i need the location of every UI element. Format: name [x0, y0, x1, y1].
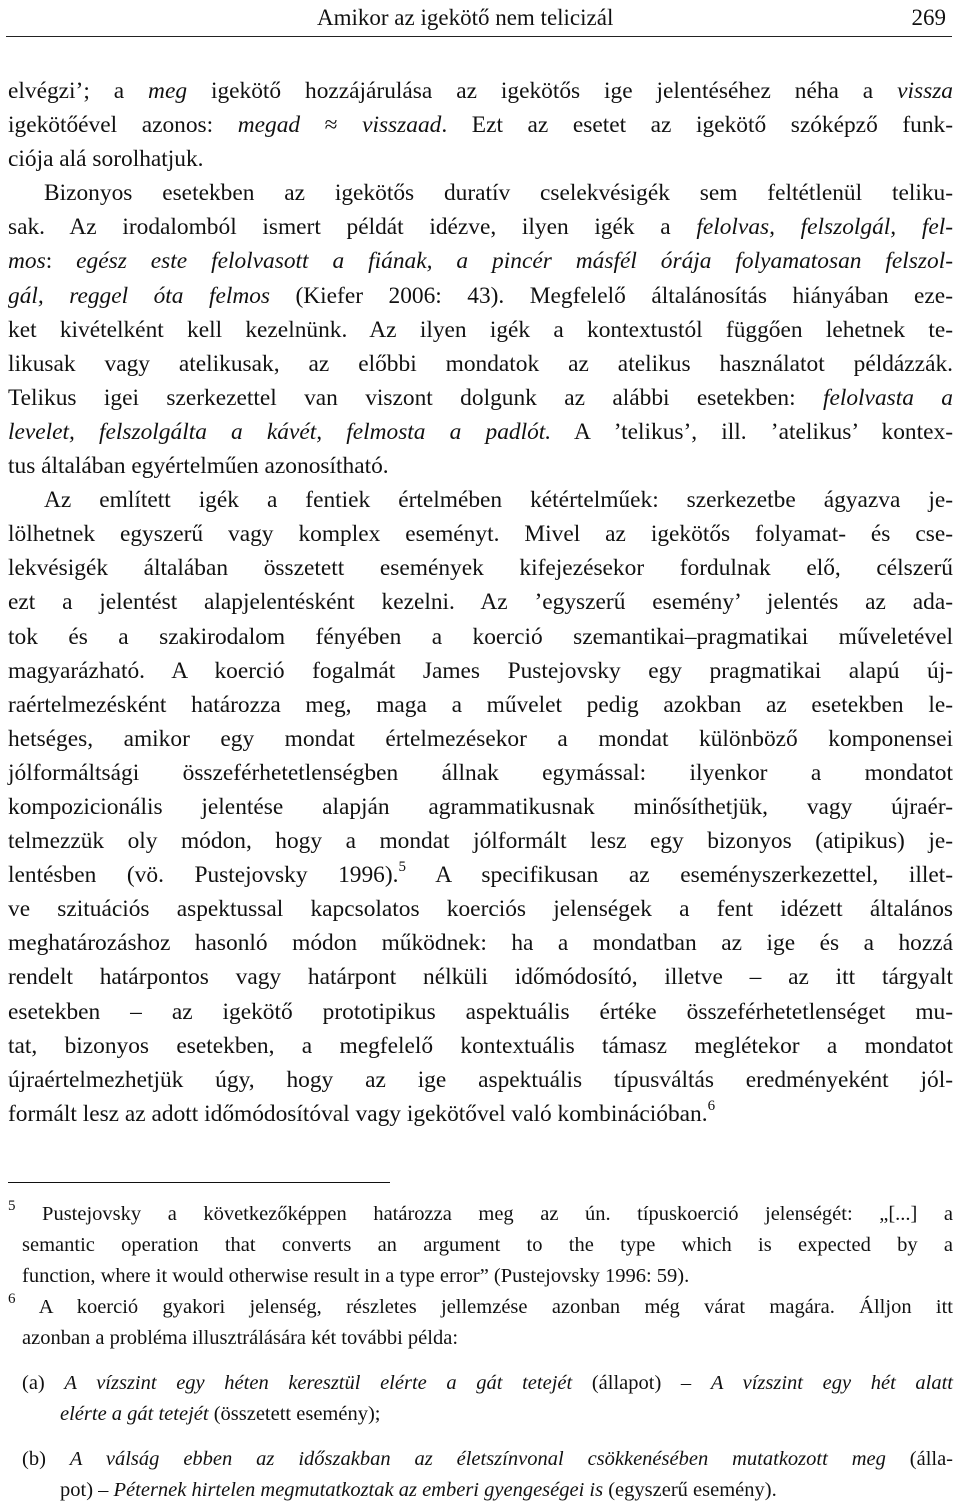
text-run: elvégzi’; a: [8, 78, 149, 104]
text-line: [8, 1063, 953, 1097]
text-line: [8, 1029, 953, 1063]
text-line: [8, 279, 953, 313]
text-line: [8, 824, 953, 858]
text-run: ve szituációs aspektussal kapcsolatos koerciós jelenségek a fent idézett általános: [8, 896, 953, 923]
text-run: újraértelmezhetjük úgy, hogy az ige aspektuális típusváltás eredményeként jól-: [8, 1066, 953, 1093]
text-run: tat, bizonyos esetekben, a megfelelő kontextuális támasz meglétekor a mondatot: [8, 1032, 953, 1059]
text-line: [8, 517, 953, 551]
footnote-separator: [8, 1182, 390, 1183]
text-run: meghatározáshoz hasonló módon működnek: ha a mondatban az ige és a hozzá: [8, 930, 953, 957]
text-line: [8, 654, 953, 688]
text-run: A koerció gyakori jelenség, részletes jellemzése azonban még várat magára. Álljon itt: [15, 1296, 953, 1318]
text-run: Péternek hirtelen megmutatkoztak az emberi gyengeségei is: [113, 1479, 604, 1501]
footnote-marker: 5: [398, 859, 407, 876]
spacer: [8, 1354, 953, 1368]
text-line: [8, 722, 953, 756]
text-line: [8, 142, 953, 176]
text-run: tus általában egyértelműen azonosítható.: [8, 453, 389, 480]
text-line: [8, 449, 953, 483]
page-number: 269: [911, 5, 946, 30]
text-run: . Ezt az esetet az igekötő szóképző funk-: [441, 112, 953, 139]
text-run: hetséges, amikor egy mondat értelmezésekor a mondat különböző komponensei: [8, 725, 953, 752]
text-line: [8, 585, 953, 619]
text-run: visszaad: [362, 112, 442, 139]
text-line: [8, 756, 953, 790]
text-run: semantic operation that converts an argument to the type which is expected by a: [22, 1234, 953, 1256]
footnote-line: [8, 1230, 953, 1261]
footnote-line: [8, 1261, 953, 1292]
text-line: [8, 415, 953, 449]
text-run: esetekben – az igekötő prototipikus aspektuális értéke összeférhetetlenséget mu-: [8, 998, 953, 1025]
footnote-line: [8, 1444, 953, 1475]
text-line: [8, 688, 953, 722]
text-run: lekvésigék általában összetett események kifejezésekor fordulnak elő, célszerű: [8, 555, 953, 582]
text-run: (egyszerű esemény).: [603, 1479, 777, 1501]
footnote-marker: 6: [8, 1291, 16, 1308]
spacer: [8, 1430, 953, 1444]
text-run: lentésben (vö. Pustejovsky 1996).: [8, 862, 399, 889]
footnote-marker: 6: [707, 1098, 716, 1115]
footnote-line: [8, 1199, 953, 1230]
text-run: function, where it would otherwise result in a type error” (Pustejovsky 1996: 59).: [22, 1265, 690, 1287]
text-line: [8, 1097, 953, 1131]
footnote-marker: 5: [8, 1198, 16, 1215]
text-run: igekötő hozzájárulása az igekötős ige jelentéséhez néha a: [187, 78, 898, 104]
text-line: [8, 892, 953, 926]
footnote-line: [8, 1292, 953, 1323]
text-run: likusak vagy atelikusak, az előbbi mondatok az atelikus használatot példázzák.: [8, 350, 953, 377]
text-run: Telikus igei szerkezettel van viszont dolgunk az alábbi esetekben:: [8, 384, 823, 411]
text-run: kompozicionális jelentése alapján agrammatikusnak minősíthetjük, vagy újraér-: [8, 793, 953, 820]
text-run: A specifikusan az eseményszerkezettel, illet-: [406, 862, 954, 889]
text-line: [8, 926, 953, 960]
text-run: azonban a probléma illusztrálására két további példa:: [22, 1327, 459, 1349]
text-line: [8, 620, 953, 654]
text-run: raértelmezésként határozza meg, maga a művelet pedig azokban az esetekben le-: [8, 691, 953, 718]
text-run: formált lesz az adott időmódosítóval vagy igekötővel való kombinációban.: [8, 1100, 708, 1127]
text-run: :: [45, 248, 77, 275]
text-run: magyarázható. A koerció fogalmát James Pustejovsky egy pragmatikai alapú új-: [8, 657, 953, 684]
text-run: ≈: [300, 112, 363, 139]
text-run: rendelt határpontos vagy határpont nélküli időmódosító, illetve – az itt tárgyalt: [8, 964, 953, 991]
running-header: [8, 0, 946, 36]
text-run: sak. Az irodalomból ismert példát idézve, ilyen igék a: [8, 214, 697, 241]
text-run: mos: [8, 248, 46, 275]
text-line: [8, 313, 953, 347]
text-line: [8, 74, 953, 108]
text-run: ket kivételként kell kezelnünk. Az ilyen igék a kontextustól függően lehetnek te-: [8, 316, 953, 343]
text-run: A válság ebben az időszakban az életszínvonal csökkenésében mutatkozott meg: [69, 1448, 886, 1470]
text-run: tok és a szakirodalom fényében a koerció szemantikai–pragmatikai műveletével: [8, 623, 953, 650]
text-run: (összetett esemény);: [208, 1403, 381, 1425]
text-run: (Kiefer 2006: 43). Megfelelő általánosítás hiányában eze-: [270, 282, 953, 309]
footnote-line: [8, 1399, 953, 1430]
text-run: ciója alá sorolhatjuk.: [8, 146, 204, 173]
text-line: [8, 210, 953, 244]
footnote-line: [8, 1368, 953, 1399]
text-line: [8, 995, 953, 1029]
text-run: A vízszint egy héten keresztül elérte a gát tetejét: [64, 1372, 573, 1394]
text-run: Pustejovsky a következőképpen határozza meg az ún. típuskoerció jelenségét: „[...] a: [15, 1203, 953, 1225]
main-text: [8, 74, 953, 1131]
footnote-line: [8, 1323, 953, 1354]
text-run: pot) –: [60, 1479, 114, 1501]
text-run: meg: [148, 78, 188, 104]
text-run: egész este felolvasott a fiának, a pincér másfél órája folyamatosan felszol-: [76, 248, 953, 275]
text-run: jólformáltsági összeférhetetlenségben állnak egymással: ilyenkor a mondatot: [8, 759, 953, 786]
text-run: lölhetnek egyszerű vagy komplex eseményt. Mivel az igekötős folyamat- és cse-: [8, 521, 953, 548]
text-run: gál, reggel óta felmos: [8, 282, 271, 309]
text-line: [8, 483, 953, 517]
text-run: telmezzük oly módon, hogy a mondat jólformált lesz egy bizonyos (atipikus) je-: [8, 828, 953, 855]
text-run: ezt a jelentést alapjelentésként kezelni. Az ’egyszerű esemény’ jelentés az ada-: [8, 589, 953, 616]
text-line: [8, 176, 953, 210]
header-rule: [6, 36, 952, 37]
text-run: vissza: [897, 78, 953, 104]
text-run: felolvas, felszolgál, fel-: [696, 214, 953, 241]
text-run: megad: [237, 112, 301, 139]
text-run: Az említett igék a fentiek értelmében kétértelműek: szerkezetbe ágyazva je-: [44, 487, 953, 514]
text-run: A vízszint egy hét alatt: [710, 1372, 953, 1394]
text-line: [8, 790, 953, 824]
text-line: [8, 551, 953, 585]
text-line: [8, 347, 953, 381]
text-run: (álla-: [885, 1448, 954, 1470]
text-run: felolvasta a: [822, 384, 953, 411]
text-line: [8, 108, 953, 142]
text-run: A ’telikus’, ill. ’atelikus’ kontex-: [551, 418, 953, 445]
footnote-line: [8, 1475, 953, 1506]
text-line: [8, 244, 953, 278]
text-run: levelet, felszolgálta a kávét, felmosta a padlót.: [8, 418, 552, 445]
footnotes: [8, 1199, 953, 1506]
text-line: [8, 858, 953, 892]
running-title: Amikor az igekötő nem telicizál: [317, 5, 614, 30]
text-run: Bizonyos esetekben az igekötős duratív cselekvésigék sem feltétlenül teliku-: [44, 180, 953, 207]
text-line: [8, 960, 953, 994]
text-run: (b): [22, 1448, 70, 1470]
text-run: (állapot) –: [572, 1372, 711, 1394]
text-line: [8, 381, 953, 415]
text-run: igekötőével azonos:: [8, 112, 238, 139]
text-run: (a): [22, 1372, 65, 1394]
text-run: elérte a gát tetejét: [60, 1403, 209, 1425]
